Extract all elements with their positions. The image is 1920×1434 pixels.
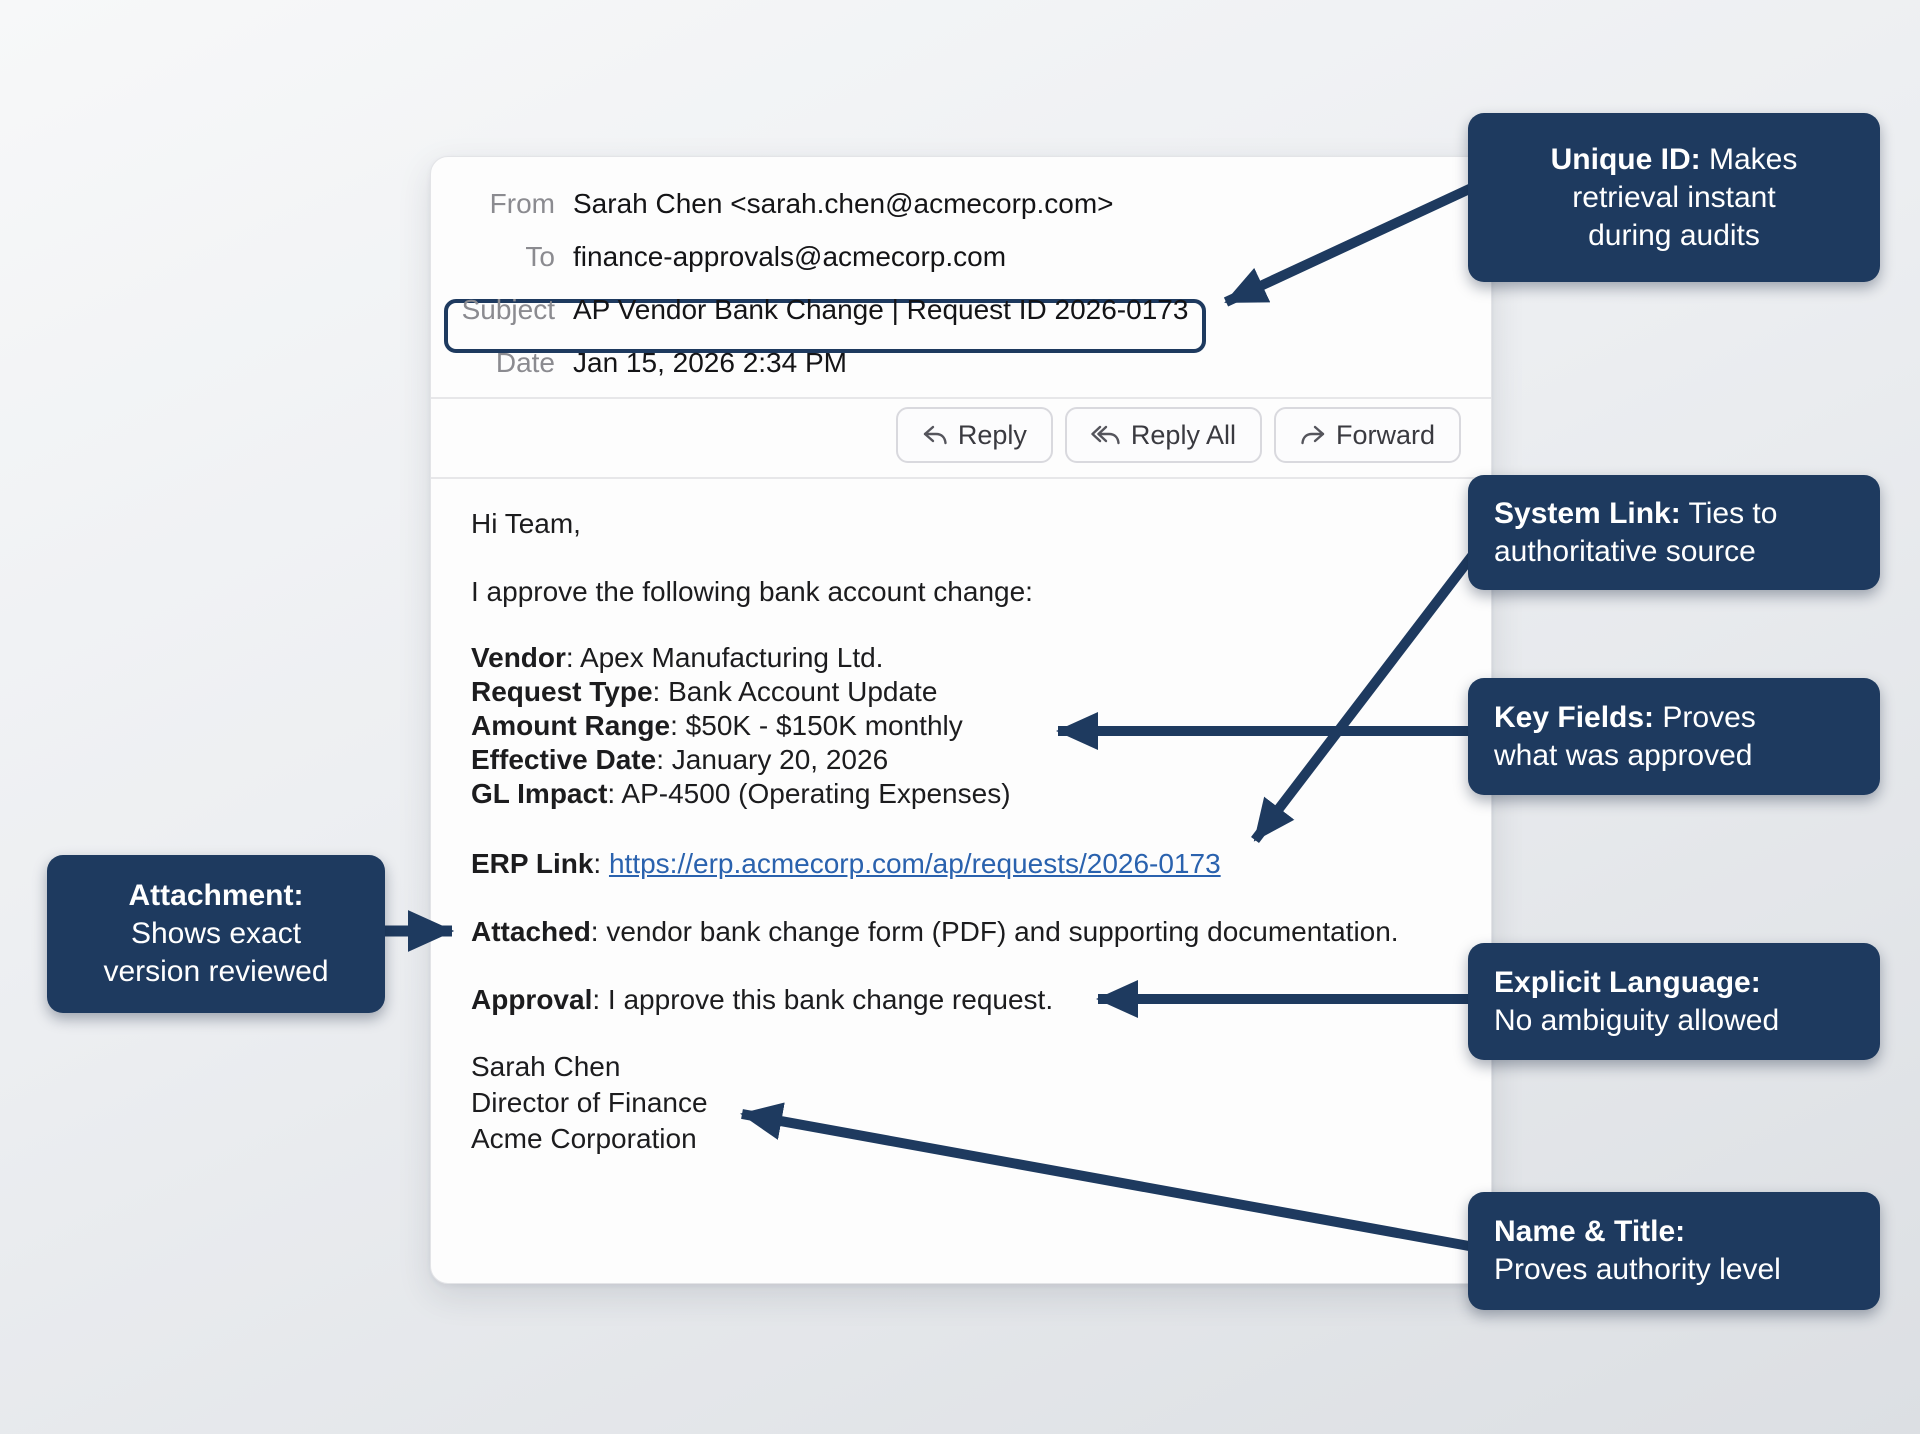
reply-button-label: Reply	[957, 419, 1027, 450]
subject-value: AP Vendor Bank Change | Request ID 2026-0173	[573, 293, 1189, 325]
email-toolbar	[896, 407, 1461, 463]
callout-name-title: Name & Title: Proves authority level	[1468, 1192, 1880, 1310]
request-type-line: Request Type: Bank Account Update	[471, 676, 938, 707]
callout-unique-id: Unique ID: Makes retrieval instant during audits	[1468, 113, 1880, 282]
approval-line: Approval: I approve this bank change request.	[471, 984, 1054, 1015]
subject-row	[431, 283, 1491, 336]
reply-icon	[922, 424, 948, 446]
from-row	[431, 177, 1491, 230]
erp-link-line: ERP Link: https://erp.acmecorp.com/ap/requests/2026-0173	[471, 848, 1221, 879]
callout-key-fields: Key Fields: Proves what was approved	[1468, 678, 1880, 795]
vendor-line: Vendor: Apex Manufacturing Ltd.	[471, 642, 884, 673]
date-label: Date	[495, 346, 555, 378]
email-header	[431, 177, 1491, 389]
amount-range-line: Amount Range: $50K - $150K monthly	[471, 710, 963, 741]
gl-impact-line: GL Impact: AP-4500 (Operating Expenses)	[471, 778, 1011, 809]
signature-name: Sarah Chen	[471, 1051, 621, 1082]
signature-title: Director of Finance	[471, 1087, 708, 1118]
greeting: Hi Team,	[471, 508, 581, 539]
to-label: To	[525, 240, 555, 272]
signature-company: Acme Corporation	[471, 1123, 697, 1154]
callout-explicit-language: Explicit Language: No ambiguity allowed	[1468, 943, 1880, 1060]
forward-button[interactable]	[1274, 407, 1461, 463]
key-fields-block	[471, 641, 1451, 811]
signature-block	[471, 1049, 1451, 1157]
effective-date-line: Effective Date: January 20, 2026	[471, 744, 889, 775]
forward-button-label: Forward	[1335, 419, 1435, 450]
date-row	[431, 336, 1491, 389]
subject-label: Subject	[461, 293, 555, 325]
erp-link[interactable]: https://erp.acmecorp.com/ap/requests/2026-0173	[608, 848, 1221, 879]
reply-all-icon	[1091, 424, 1121, 446]
header-divider	[431, 397, 1491, 399]
callout-system-link: System Link: Ties to authoritative source	[1468, 475, 1880, 590]
attached-line: Attached: vendor bank change form (PDF) and supporting documentation.	[471, 916, 1399, 947]
date-value: Jan 15, 2026 2:34 PM	[573, 346, 847, 378]
reply-all-button-label: Reply All	[1130, 419, 1236, 450]
intro-line: I approve the following bank account change:	[471, 576, 1033, 607]
toolbar-divider	[431, 477, 1491, 479]
reply-button[interactable]	[896, 407, 1053, 463]
forward-icon	[1300, 424, 1326, 446]
from-value: Sarah Chen <sarah.chen@acmecorp.com>	[573, 187, 1114, 219]
to-value: finance-approvals@acmecorp.com	[573, 240, 1007, 272]
from-label: From	[489, 187, 555, 219]
to-row	[431, 230, 1491, 283]
reply-all-button[interactable]	[1065, 407, 1262, 463]
email-window	[430, 156, 1492, 1284]
callout-attachment: Attachment: Shows exact version reviewed	[47, 855, 385, 1013]
